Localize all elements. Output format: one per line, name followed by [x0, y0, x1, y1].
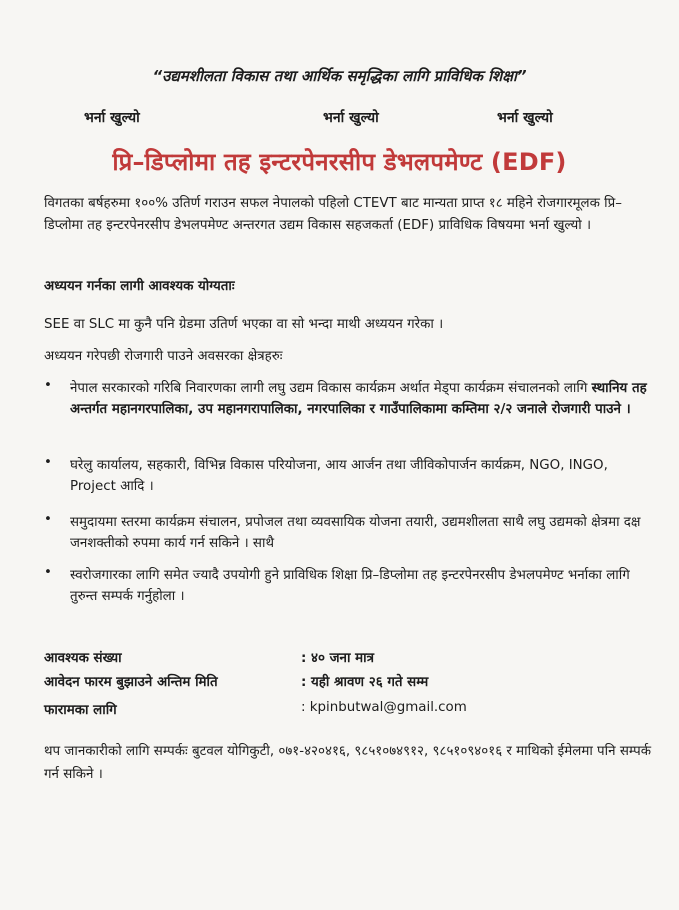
page-title: प्रि–डिप्लोमा तह इन्टरपेनरसीप डेभलपमेण्ट (EDF) — [112, 148, 567, 176]
info-value-seats: : ४० जना मात्र — [301, 651, 374, 666]
bullet-item-1-text: नेपाल सरकारको गरिबि निवारणका लागी लघु उद्यम विकास कार्यक्रम अर्थात मेड्पा कार्यक्रम संचालनको लागि — [70, 381, 592, 396]
bullet-item-1-bold-text: स्थानिय तह अन्तर्गत महानगरपालिका, उप महानगरापालिका, नगरपालिका र गाउँपालिकामा कम्तिमा २/२ जनाले रोजगारी पाउने । — [70, 381, 647, 417]
contact-footer: थप जानकारीको लागि सम्पर्कः बुटवल योगिकुटी, ०७१-४२०४१६, ९८५१०७४९१२, ९८५१०९४०१६ र माथिको ईमेलमा पनि सम्पर्क गर्न सकिने । — [44, 744, 652, 782]
info-label-seats: आवश्यक संख्या — [44, 651, 122, 666]
bullet-item-1 — [70, 378, 648, 420]
opportunity-heading: अध्ययन गरेपछी रोजगारी पाउने अवसरका क्षेत्रहरुः — [44, 349, 283, 364]
bullet-marker: • — [44, 455, 52, 470]
bullet-marker: • — [44, 512, 52, 527]
admission-label-right: भर्ना खुल्यो — [497, 110, 553, 126]
info-label-deadline: आवेदन फारम बुझाउने अन्तिम मिति — [44, 675, 218, 690]
qualification-heading: अध्ययन गर्नका लागी आवश्यक योग्यताः — [44, 279, 235, 294]
info-value-deadline: : यही श्रावण २६ गते सम्म — [301, 675, 429, 690]
admission-label-center: भर्ना खुल्यो — [323, 110, 379, 126]
bullet-marker: • — [44, 565, 52, 580]
info-value-email: : kpinbutwal@gmail.com — [301, 700, 467, 715]
bullet-item-3: समुदायमा स्तरमा कार्यक्रम संचालन, प्रपोजल तथा व्यवसायिक योजना तयारी, उद्यमशीलता साथै लघु उद्यमको क्षेत्रमा दक्ष जनशक्तीको रुपमा कार्य गर्न सकिने । साथै — [70, 515, 641, 551]
intro-paragraph: विगतका बर्षहरुमा १००% उतिर्ण गराउन सफल नेपालको पहिलो CTEVT बाट मान्यता प्राप्त १८ महिने रोजगारमूलक प्रि–डिप्लोमा तह इन्टरपेनरसीप डेभलपमेण्ट अन्तरगत उद्यम विकास सहजकर्ता (EDF) प्राविधिक विषयमा भर्ना खुल्यो । — [44, 196, 622, 233]
bullet-marker: • — [44, 378, 52, 393]
qualification-text: SEE वा SLC मा कुनै पनि ग्रेडमा उतिर्ण भएका वा सो भन्दा माथी अध्ययन गरेका । — [44, 317, 444, 332]
slogan: “उद्यमशीलता विकास तथा आर्थिक समृद्धिका लागि प्राविधिक शिक्षा” — [152, 67, 527, 85]
bullet-item-4: स्वरोजगारका लागि समेत ज्यादै उपयोगी हुने प्राविधिक शिक्षा प्रि–डिप्लोमा तह इन्टरपेनरसीप डेभलपमेण्ट भर्नाका लागि तुरुन्त सम्पर्क गर्नुहोला । — [70, 568, 630, 604]
info-label-form: फारामका लागि — [44, 703, 117, 718]
admission-label-left: भर्ना खुल्यो — [84, 110, 140, 126]
bullet-item-2: घरेलु कार्यालय, सहकारी, विभिन्न विकास परियोजना, आय आर्जन तथा जीविकोपार्जन कार्यक्रम, NGO, INGO, Project आदि । — [70, 458, 608, 494]
